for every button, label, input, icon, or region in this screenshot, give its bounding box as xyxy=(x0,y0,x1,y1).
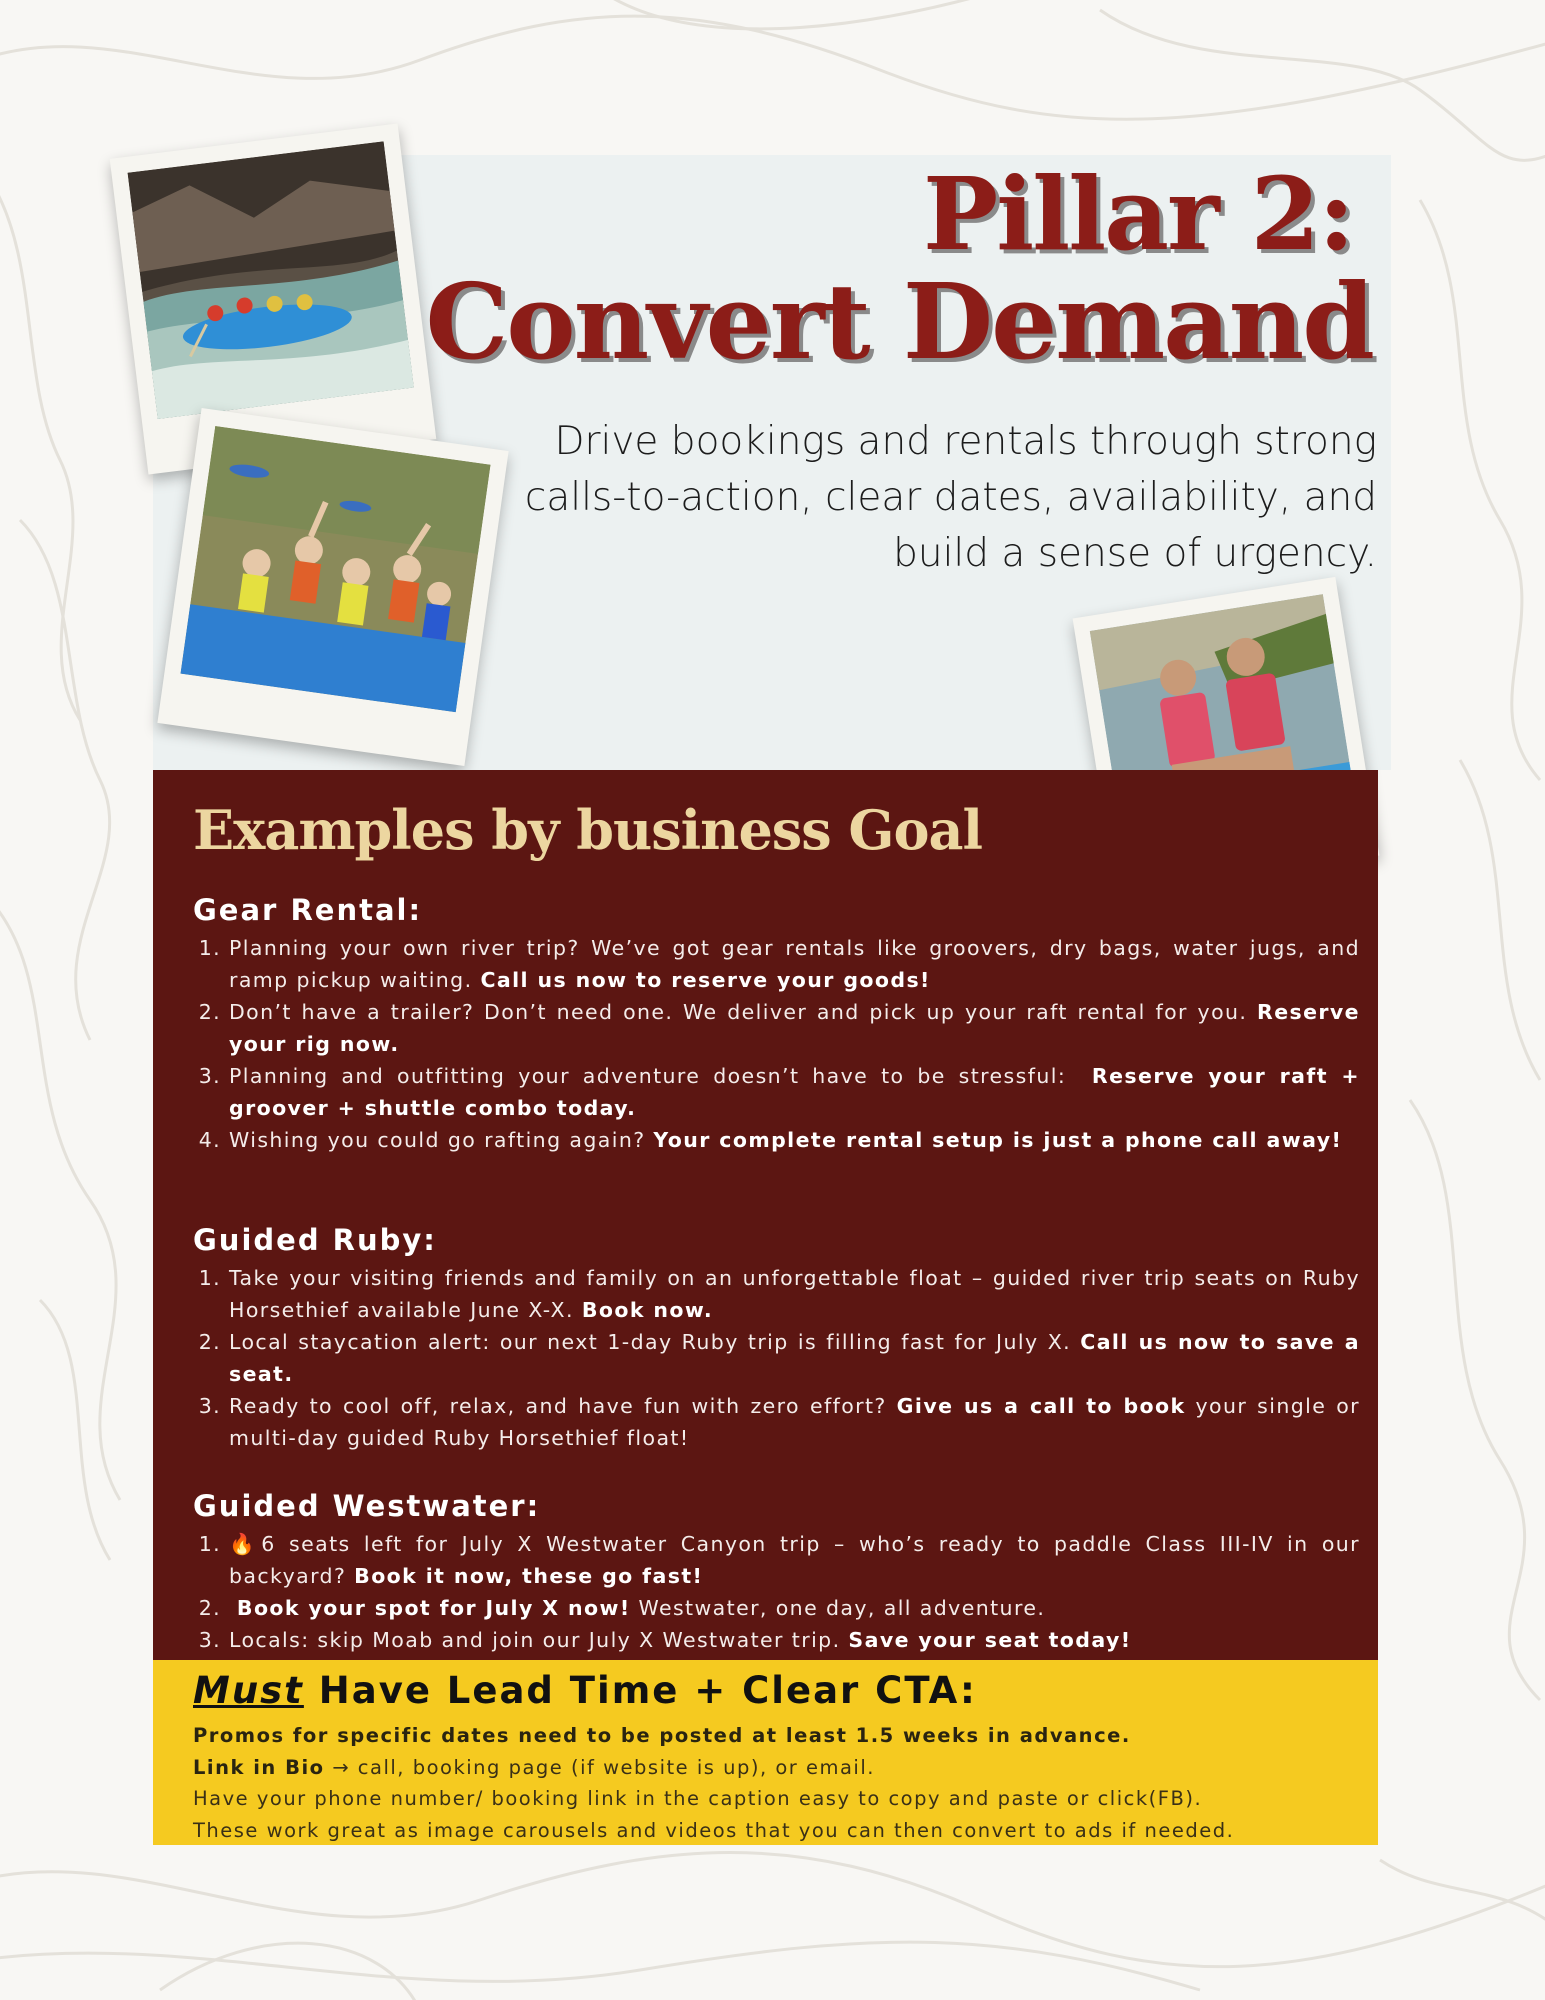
cta-title-rest: Have Lead Time + Clear CTA: xyxy=(318,1669,977,1712)
examples-panel xyxy=(153,770,1378,1660)
cta-line-carousels: These work great as image carousels and videos that you can then convert to ads if needed. xyxy=(193,1818,1235,1842)
list-item: 3. Planning and outfitting your adventure doesn’t have to be stressful: Reserve your raft + groover + shuttle combo today. xyxy=(229,1060,1360,1124)
guided-ruby-group xyxy=(193,1220,1360,1454)
group-waving-image xyxy=(180,426,490,712)
guided-westwater-list xyxy=(193,1528,1360,1656)
list-item: 1. 🔥6 seats left for July X Westwater Canyon trip – who’s ready to paddle Class III-IV in our backyard? Book it now, these go fast! xyxy=(229,1528,1360,1592)
gear-rental-heading: Gear Rental: xyxy=(193,893,423,927)
cta-title-must: Must xyxy=(193,1669,304,1712)
gear-rental-group xyxy=(193,890,1360,1156)
cta-line-link-in-bio: Link in Bio → call, booking page (if website is up), or email. xyxy=(193,1755,875,1779)
cta-line-lead-time: Promos for specific dates need to be posted at least 1.5 weeks in advance. xyxy=(193,1724,1131,1747)
title-line-1: Pillar 2: xyxy=(923,155,1353,273)
list-item: 2. Local staycation alert: our next 1-day Ruby trip is filling fast for July X. Call us now to save a seat. xyxy=(229,1326,1360,1390)
page-subtitle: Drive bookings and rentals through strong calls-to-action, clear dates, availability, and build a sense of urgency. xyxy=(524,419,1377,576)
page-title xyxy=(425,155,1373,383)
gear-rental-list xyxy=(193,932,1360,1156)
list-item: 1. Take your visiting friends and family on an unforgettable float – guided river trip seats on Ruby Horsethief available June X-X. Book now. xyxy=(229,1262,1360,1326)
title-line-2: Convert Demand xyxy=(425,260,1373,383)
guided-westwater-heading: Guided Westwater: xyxy=(193,1489,541,1523)
list-item: 3. Ready to cool off, relax, and have fun with zero effort? Give us a call to book your single or multi-day guided Ruby Horsethief float! xyxy=(229,1390,1360,1454)
cta-panel xyxy=(153,1660,1378,1845)
polaroid-photo-group-waving xyxy=(157,408,508,766)
list-item: 4. Wishing you could go rafting again? Your complete rental setup is just a phone call away! xyxy=(229,1124,1360,1156)
guided-ruby-list xyxy=(193,1262,1360,1454)
cta-title xyxy=(193,1666,977,1716)
list-item: 1. Planning your own river trip? We’ve got gear rentals like groovers, dry bags, water jugs, and ramp pickup waiting. Call us now to reserve your goods! xyxy=(229,932,1360,996)
guided-westwater-group xyxy=(193,1486,1360,1656)
guided-ruby-heading: Guided Ruby: xyxy=(193,1223,437,1257)
cta-line-phone: Have your phone number/ booking link in the caption easy to copy and paste or click(FB). xyxy=(193,1787,1203,1810)
list-item: 2. Book your spot for July X now! Westwater, one day, all adventure. xyxy=(229,1592,1360,1624)
list-item: 3. Locals: skip Moab and join our July X Westwater trip. Save your seat today! xyxy=(229,1624,1360,1656)
cta-lines xyxy=(193,1720,1363,1846)
whitewater-raft-image xyxy=(128,141,414,419)
section-title: Examples by business Goal xyxy=(193,798,983,862)
list-item: 2. Don’t have a trailer? Don’t need one. We deliver and pick up your raft rental for you. Reserve your rig now. xyxy=(229,996,1360,1060)
